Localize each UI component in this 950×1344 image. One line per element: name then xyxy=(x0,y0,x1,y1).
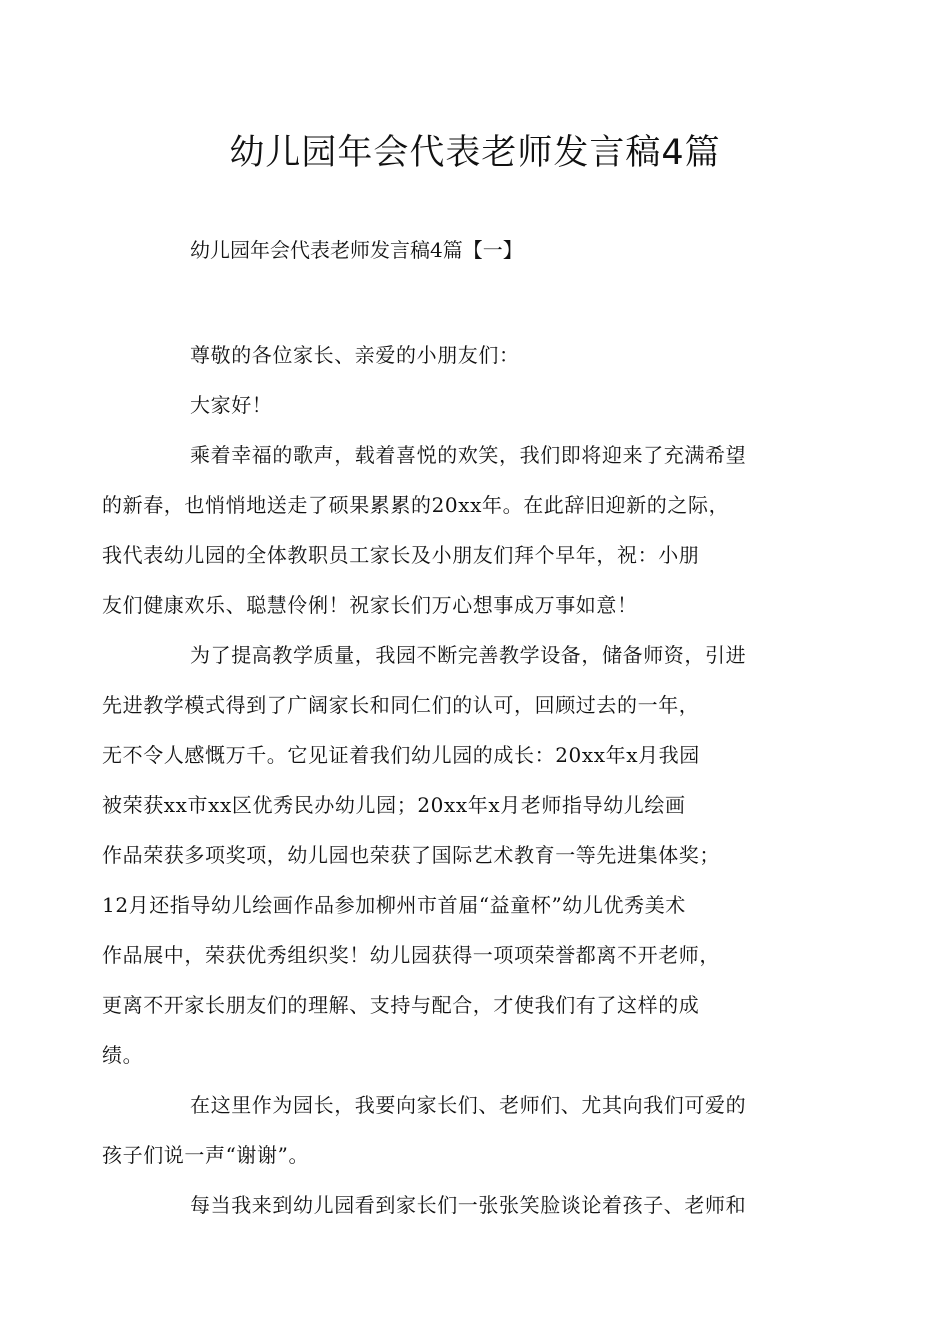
text-line: 大家好！ xyxy=(190,393,273,417)
paragraph-thanks xyxy=(102,1080,826,1180)
text-line: 孩子们说一声“谢谢”。 xyxy=(102,1143,310,1167)
paragraph-greeting xyxy=(146,330,826,380)
document-title: 幼儿园年会代表老师发言稿4篇 xyxy=(229,133,721,173)
text-line: 在这里作为园长，我要向家长们、老师们、尤其向我们可爱的 xyxy=(190,1093,747,1117)
paragraph-new-year xyxy=(102,430,826,630)
paragraph-hello xyxy=(146,380,826,430)
text-line: 无不令人感慨万千。它见证着我们幼儿园的成长：20xx年x月我园 xyxy=(102,743,700,767)
document-body xyxy=(102,330,826,1230)
text-line: 绩。 xyxy=(102,1043,144,1067)
paragraph-closing xyxy=(146,1180,826,1230)
text-line: 作品荣获多项奖项，幼儿园也荣获了国际艺术教育一等先进集体奖； xyxy=(102,843,720,867)
text-line: 每当我来到幼儿园看到家长们一张张笑脸谈论着孩子、老师和 xyxy=(190,1193,747,1217)
text-line: 先进教学模式得到了广阔家长和同仁们的认可，回顾过去的一年， xyxy=(102,693,700,717)
text-line: 我代表幼儿园的全体教职员工家长及小朋友们拜个早年，祝：小朋 xyxy=(102,543,700,567)
text-line: 的新春，也悄悄地送走了硕果累累的20xx年。在此辞旧迎新的之际， xyxy=(102,493,730,517)
paragraph-achievements xyxy=(102,630,826,1080)
text-line: 被荣获xx市xx区优秀民办幼儿园；20xx年x月老师指导幼儿绘画 xyxy=(102,793,686,817)
text-line: 作品展中，荣获优秀组织奖！幼儿园获得一项项荣誉都离不开老师， xyxy=(102,943,720,967)
text-line: 更离不开家长朋友们的理解、支持与配合，才使我们有了这样的成 xyxy=(102,993,700,1017)
section-heading: 幼儿园年会代表老师发言稿4篇【一】 xyxy=(190,238,523,262)
text-line: 尊敬的各位家长、亲爱的小朋友们： xyxy=(190,343,520,367)
text-line: 12月还指导幼儿绘画作品参加柳州市首届“益童杯”幼儿优秀美术 xyxy=(102,893,686,917)
text-line: 友们健康欢乐、聪慧伶俐！祝家长们万心想事成万事如意！ xyxy=(102,593,638,617)
text-line: 乘着幸福的歌声，载着喜悦的欢笑，我们即将迎来了充满希望 xyxy=(190,443,747,467)
text-line: 为了提高教学质量，我园不断完善教学设备，储备师资，引进 xyxy=(190,643,747,667)
